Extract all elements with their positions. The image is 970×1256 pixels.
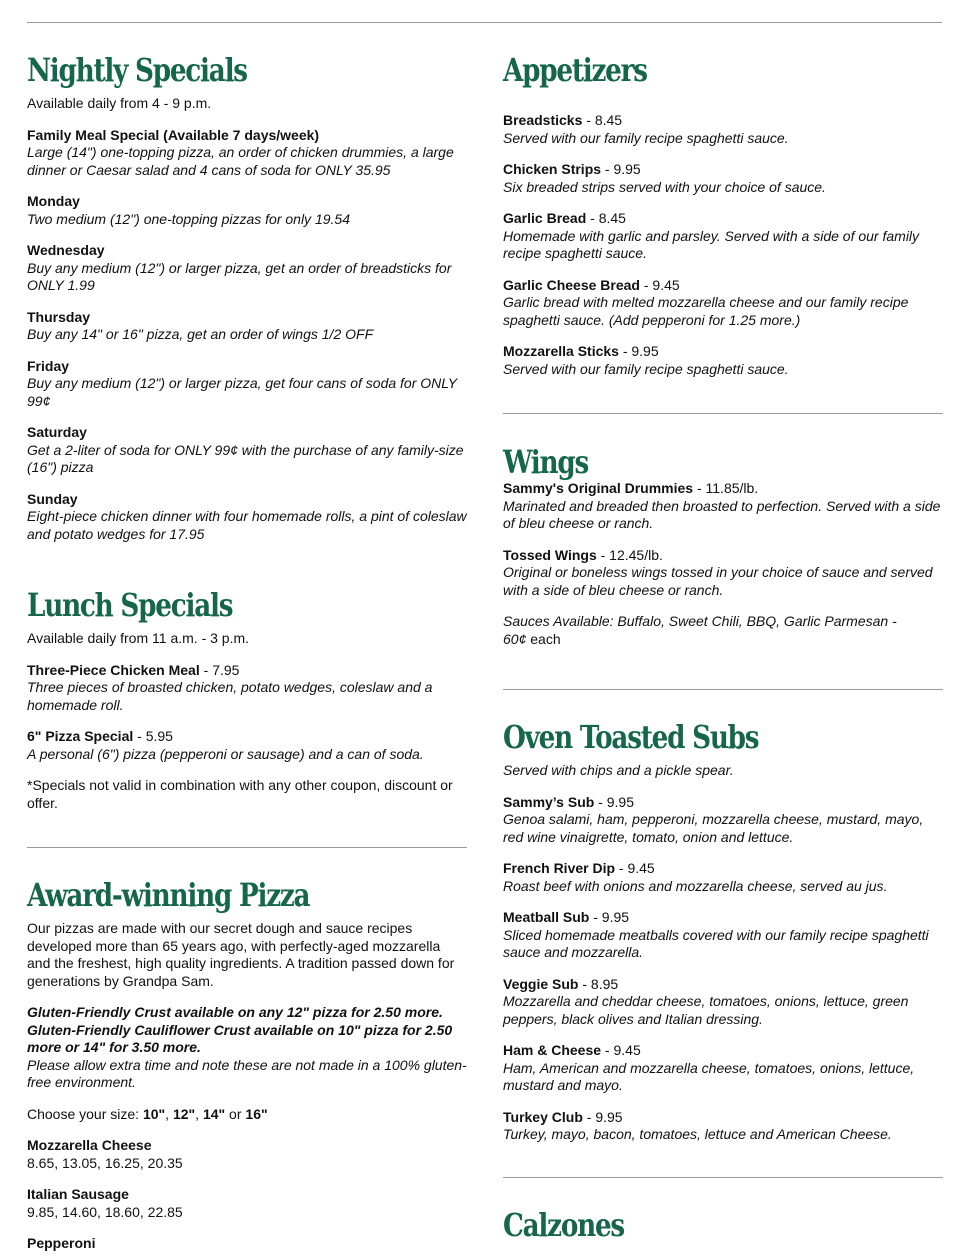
item-name: Garlic Cheese Bread — [503, 276, 640, 293]
item-name: Three-Piece Chicken Meal — [27, 661, 200, 678]
item-name: Chicken Strips — [503, 161, 602, 177]
item-description: Three pieces of broasted chicken, potato wedges, coleslaw and a homemade roll. — [27, 679, 433, 713]
menu-item — [27, 728, 467, 763]
item-description: Served with our family recipe spaghetti sauce. — [503, 360, 789, 377]
subs-intro: Served with chips and a pickle spear. — [503, 762, 734, 778]
menu-item — [27, 1137, 467, 1172]
lunch-specials-intro: Available daily from 11 a.m. - 3 p.m. — [27, 630, 250, 646]
item-name: Saturday — [27, 424, 87, 440]
item-name: French River Dip — [503, 860, 616, 876]
menu-item — [503, 794, 943, 847]
item-description: Buy any medium (12") or larger pizza, get four cans of soda for ONLY 99¢ — [27, 375, 457, 409]
pizza-intro: Our pizzas are made with our secret dough and sauce recipes developed more than 65 years ago, with perfectly-aged mozzarella and the freshest, high quality ingredients. A tradition passed down for generations by Grandpa Sam. — [27, 920, 455, 989]
pizza-section — [27, 877, 467, 1253]
menu-item — [27, 242, 467, 295]
calzones-title: Calzones — [503, 1206, 624, 1244]
item-prices: 8.65, 13.05, 16.25, 20.35 — [27, 1154, 183, 1171]
item-description: Genoa salami, ham, pepperoni, mozzarella cheese, mustard, mayo, red wine vinaigrette, tomato, onion and lettuce. — [503, 811, 924, 845]
item-description: Sliced homemade meatballs covered with our family recipe spaghetti sauce and mozzarella. — [503, 926, 929, 960]
menu-item — [27, 1186, 467, 1221]
item-description: Eight-piece chicken dinner with four homemade rolls, a pint of coleslaw and potato wedges for 17.95 — [27, 508, 467, 542]
menu-item — [503, 343, 943, 378]
menu-item — [27, 662, 467, 715]
item-description: Mozzarella and cheddar cheese, tomatoes, onions, lettuce, green peppers, black olives and Italian dressing. — [503, 993, 909, 1027]
menu-item — [27, 127, 467, 180]
size-chooser: Choose your size: 10", 12", 14" or 16" — [27, 1105, 268, 1122]
calzones-section — [503, 1207, 943, 1243]
nightly-specials-title: Nightly Specials — [27, 51, 247, 89]
menu-item — [503, 1042, 943, 1095]
item-description: Ham, American and mozzarella cheese, tomatoes, onions, lettuce, mustard and mayo. — [503, 1059, 915, 1093]
item-name: Wednesday — [27, 242, 105, 258]
item-price: - 9.95 — [601, 161, 641, 177]
item-name: Breadsticks — [503, 112, 583, 128]
item-description: Buy any 14" or 16" pizza, get an order of wings 1/2 OFF — [27, 326, 374, 342]
item-name: Sunday — [27, 490, 78, 507]
wings-section — [503, 444, 943, 648]
item-description: Buy any medium (12") or larger pizza, get an order of breadsticks for ONLY 1.99 — [27, 259, 452, 293]
item-name: Italian Sausage — [27, 1186, 129, 1202]
item-name: Turkey Club — [503, 1108, 583, 1125]
item-price: - 9.45 — [601, 1042, 641, 1058]
item-description: A personal (6") pizza (pepperoni or sausage) and a can of soda. — [27, 745, 424, 762]
item-price: - 11.85/lb. — [693, 480, 759, 496]
menu-item — [27, 309, 467, 344]
item-description: Homemade with garlic and parsley. Served with a side of our family recipe spaghetti sauce. — [503, 227, 920, 261]
nightly-specials-section — [27, 52, 467, 543]
item-description: Served with our family recipe spaghetti sauce. — [503, 129, 789, 146]
item-description: Original or boneless wings tossed in your choice of sauce and served with a side of bleu cheese or ranch. — [503, 564, 933, 598]
gluten-friendly-crust-note: Gluten-Friendly Crust available on any 12" pizza for 2.50 more. — [27, 1004, 443, 1020]
menu-item — [503, 277, 943, 330]
lunch-specials-title: Lunch Specials — [27, 586, 233, 624]
subs-title: Oven Toasted Subs — [503, 718, 759, 756]
item-price: - 12.45/lb. — [596, 546, 663, 563]
size-10: 10" — [142, 1105, 166, 1122]
item-price: - 9.45 — [615, 860, 655, 876]
menu-item — [27, 424, 467, 477]
menu-item — [503, 909, 943, 962]
item-price: - 8.95 — [578, 975, 619, 992]
section-divider — [503, 689, 943, 690]
item-price: - 9.95 — [594, 793, 634, 810]
item-description: Turkey, mayo, bacon, tomatoes, lettuce and American Cheese. — [503, 1126, 892, 1142]
item-name: Sammy’s Sub — [503, 793, 595, 810]
menu-item — [27, 193, 467, 228]
sauces-available: Sauces Available: Buffalo, Sweet Chili, BBQ, Garlic Parmesan - 60¢ each — [503, 613, 897, 647]
size-16: 16" — [245, 1105, 268, 1122]
appetizers-section — [503, 52, 943, 378]
item-prices: 9.85, 14.60, 18.60, 22.85 — [27, 1203, 183, 1220]
size-12: 12" — [172, 1105, 196, 1122]
item-name: Family Meal Special (Available 7 days/week) — [27, 126, 320, 143]
subs-section — [503, 719, 943, 1144]
item-description: Marinated and breaded then broasted to perfection. Served with a side of bleu cheese or ranch. — [503, 497, 941, 531]
item-name: Sammy's Original Drummies — [503, 480, 694, 496]
menu-item — [503, 860, 943, 895]
menu-item — [503, 976, 943, 1029]
pizza-title: Award-winning Pizza — [27, 876, 310, 914]
item-description: Large (14") one-topping pizza, an order of chicken drummies, a large dinner or Caesar salad and 4 cans of soda for ONLY 35.95 — [27, 144, 454, 178]
menu-item — [27, 358, 467, 411]
item-price: - 9.95 — [582, 1108, 623, 1125]
section-divider — [27, 847, 467, 848]
cauliflower-crust-note: Gluten-Friendly Cauliflower Crust available on 10" pizza for 2.50 more or 14" for 3.50 more. — [27, 1021, 453, 1055]
item-name: 6" Pizza Special — [27, 728, 134, 744]
menu-item — [27, 491, 467, 544]
section-divider — [503, 1177, 943, 1178]
item-price: - 5.95 — [133, 728, 173, 744]
item-name: Ham & Cheese — [503, 1042, 602, 1058]
item-price: - 8.45 — [586, 210, 626, 226]
menu-item — [503, 112, 943, 147]
gluten-free-disclaimer: Please allow extra time and note these are not made in a 100% gluten-free environment. — [27, 1056, 467, 1090]
item-description: Get a 2-liter of soda for ONLY 99¢ with the purchase of any family-size (16") pizza — [27, 441, 464, 475]
item-name: Friday — [27, 357, 70, 374]
item-name: Pepperoni — [27, 1235, 96, 1251]
item-name: Garlic Bread — [503, 210, 587, 226]
item-price: - 9.95 — [589, 909, 630, 925]
size-14: 14" — [202, 1105, 226, 1122]
item-price: - 8.45 — [582, 112, 623, 128]
item-name: Monday — [27, 193, 80, 209]
nightly-specials-intro: Available daily from 4 - 9 p.m. — [27, 95, 212, 111]
menu-item — [503, 480, 943, 533]
menu-item — [27, 1235, 467, 1253]
item-name: Mozzarella Sticks — [503, 343, 619, 359]
item-description: Garlic bread with melted mozzarella cheese and our family recipe spaghetti sauce. (Add pepperoni for 1.25 more.) — [503, 294, 909, 328]
item-name: Tossed Wings — [503, 546, 597, 563]
item-description: Roast beef with onions and mozzarella cheese, served au jus. — [503, 877, 888, 894]
item-price: - 9.95 — [618, 343, 659, 359]
specials-disclaimer: *Specials not valid in combination with any other coupon, discount or offer. — [27, 777, 453, 811]
size-prefix: Choose your size: — [27, 1105, 143, 1122]
lunch-specials-section — [27, 587, 467, 812]
item-description: Two medium (12") one-topping pizzas for only 19.54 — [27, 210, 350, 227]
item-price: - 9.45 — [639, 276, 680, 293]
section-divider — [503, 413, 943, 414]
item-description: Six breaded strips served with your choice of sauce. — [503, 178, 826, 195]
item-price: - 7.95 — [199, 661, 240, 678]
menu-item — [503, 161, 943, 196]
appetizers-title: Appetizers — [503, 51, 647, 89]
item-name: Mozzarella Cheese — [27, 1137, 152, 1153]
menu-item — [503, 547, 943, 600]
wings-title: Wings — [503, 443, 589, 481]
item-name: Meatball Sub — [503, 909, 590, 925]
menu-item — [503, 210, 943, 263]
menu-item — [503, 1109, 943, 1144]
item-name: Veggie Sub — [503, 975, 579, 992]
item-name: Thursday — [27, 308, 91, 325]
top-divider — [27, 22, 942, 23]
